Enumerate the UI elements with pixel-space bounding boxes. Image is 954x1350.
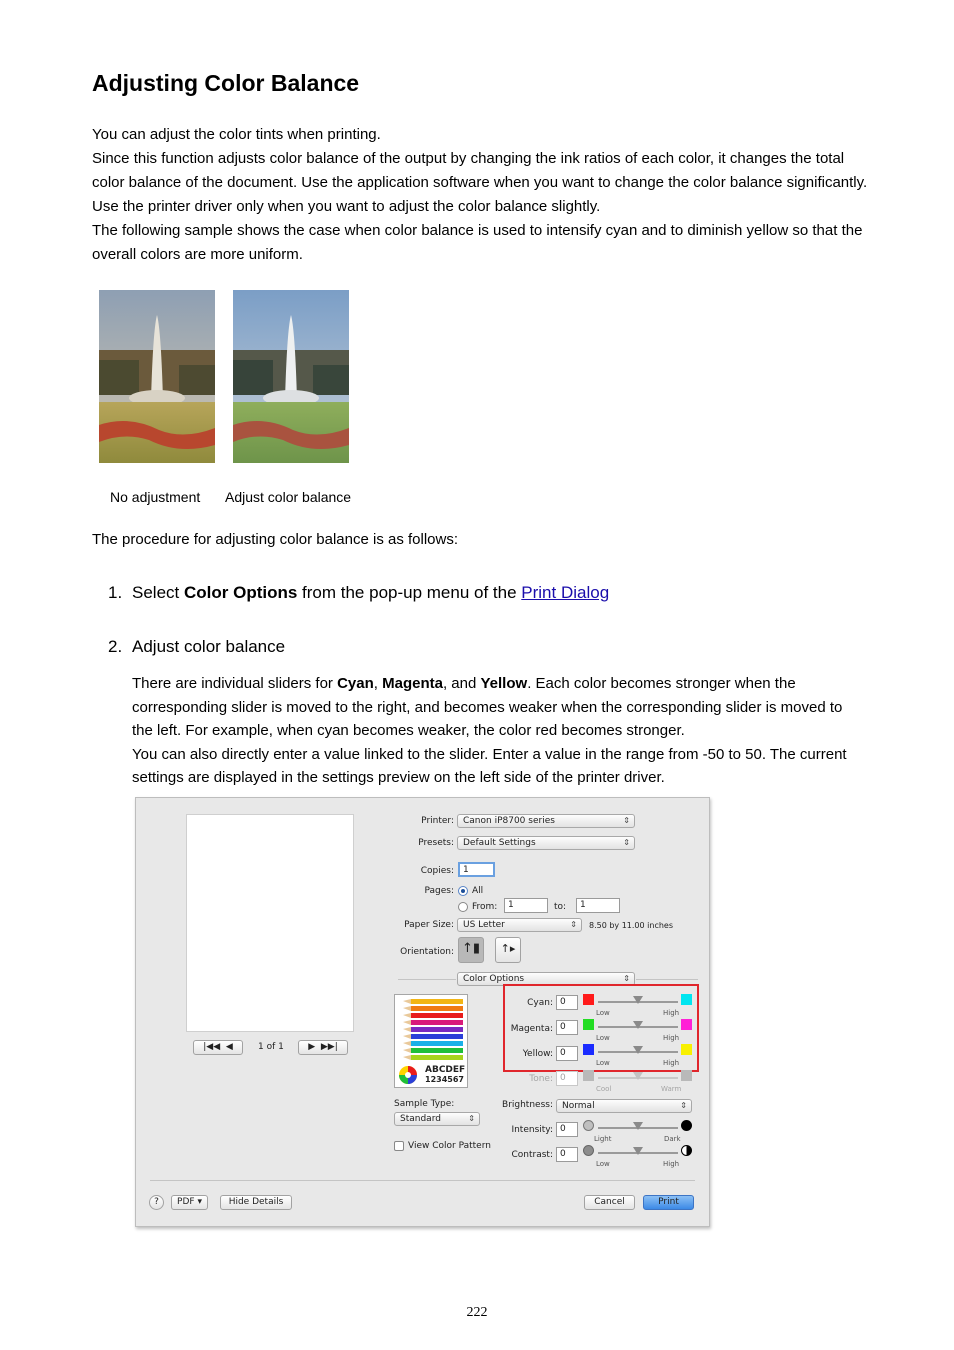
yellow-high-swatch bbox=[681, 1044, 692, 1055]
page-number: 222 bbox=[466, 1305, 488, 1320]
pdf-button[interactable]: PDF ▾ bbox=[171, 1195, 208, 1210]
presets-select[interactable]: Default Settings ⇕ bbox=[457, 836, 635, 850]
contrast-low-icon bbox=[583, 1145, 594, 1156]
tone-input[interactable]: 0 bbox=[556, 1071, 578, 1086]
contrast-label: Contrast: bbox=[511, 1150, 553, 1160]
sample-type-select[interactable]: Standard ⇕ bbox=[394, 1112, 480, 1126]
magenta-input[interactable]: 0 bbox=[556, 1020, 578, 1035]
contrast-high-icon bbox=[681, 1145, 692, 1156]
yellow-label: Yellow: bbox=[522, 1049, 553, 1059]
intensity-dark-label: Dark bbox=[664, 1135, 681, 1143]
cyan-label: Cyan: bbox=[527, 998, 553, 1008]
printer-label: Printer: bbox=[421, 816, 454, 826]
contrast-slider-thumb[interactable] bbox=[633, 1147, 643, 1155]
step-1-bold: Color Options bbox=[183, 583, 298, 602]
pages-all-label: All bbox=[472, 886, 484, 896]
orientation-label: Orientation: bbox=[400, 947, 454, 957]
intensity-slider-thumb[interactable] bbox=[633, 1122, 643, 1130]
procedure-intro: The procedure for adjusting color balance is as follows: bbox=[92, 531, 459, 548]
intro-paragraph-3: The following sample shows the case when color balance is used to intensify cyan and to diminish yellow so that the overall colors are more uniform. bbox=[92, 222, 863, 263]
yellow-slider-thumb[interactable] bbox=[633, 1046, 643, 1054]
intro-line-1: You can adjust the color tints when printing. bbox=[92, 126, 381, 143]
paper-size-select[interactable]: US Letter ⇕ bbox=[457, 918, 582, 932]
magenta-slider-thumb[interactable] bbox=[633, 1021, 643, 1029]
tone-cool-swatch bbox=[583, 1070, 594, 1081]
footer-divider bbox=[150, 1180, 695, 1181]
from-input[interactable]: 1 bbox=[504, 898, 548, 913]
magenta-label: Magenta: bbox=[510, 1024, 553, 1034]
section-divider-left bbox=[398, 979, 456, 980]
settings-preview bbox=[394, 994, 468, 1088]
step-1-text: Select bbox=[132, 583, 184, 602]
page-count: 1 of 1 bbox=[258, 1042, 284, 1052]
pages-from-radio[interactable] bbox=[458, 902, 468, 912]
preview-back-buttons[interactable]: |◀◀ ◀ bbox=[193, 1040, 243, 1055]
view-color-pattern-checkbox[interactable] bbox=[394, 1141, 404, 1151]
print-button[interactable]: Print bbox=[643, 1195, 694, 1210]
from-label: From: bbox=[472, 902, 498, 912]
pages-label: Pages: bbox=[424, 886, 454, 896]
copies-label: Copies: bbox=[420, 866, 454, 876]
cyan-slider-thumb[interactable] bbox=[633, 996, 643, 1004]
step-2-description bbox=[132, 672, 867, 790]
magenta-low-label: Low bbox=[596, 1034, 610, 1042]
caption-no-adjustment: No adjustment bbox=[110, 489, 201, 505]
cyan-input[interactable]: 0 bbox=[556, 995, 578, 1010]
page-title: Adjusting Color Balance bbox=[92, 70, 360, 96]
sample-text-letters: ABCDEF bbox=[425, 1065, 466, 1075]
preview-forward-buttons[interactable]: ▶ ▶▶| bbox=[298, 1040, 348, 1055]
tone-cool-label: Cool bbox=[596, 1085, 612, 1093]
intro-paragraph-2: Since this function adjusts color balance of the output by changing the ink ratios of each color, it changes the total color balance of the document. Use the application software when you want to change the color balance significantly. Use the printer driver only when you want to adjust the color balance slightly. bbox=[92, 150, 868, 215]
contrast-high-label: High bbox=[663, 1160, 680, 1168]
section-select[interactable]: Color Options ⇕ bbox=[457, 972, 635, 986]
step-2-paragraph-2: You can also directly enter a value linked to the slider. Enter a value in the range from -50 to 50. The current settings are displayed in the settings preview on the left side of the printer driver. bbox=[132, 745, 847, 786]
portrait-orientation-button[interactable]: ↑▮ bbox=[458, 937, 484, 963]
cyan-high-swatch bbox=[681, 994, 692, 1005]
presets-label: Presets: bbox=[418, 838, 454, 848]
step-2-title: Adjust color balance bbox=[132, 637, 286, 656]
sample-text-numbers: 1234567 bbox=[425, 1075, 464, 1084]
hide-details-button[interactable]: Hide Details bbox=[220, 1195, 292, 1210]
yellow-input[interactable]: 0 bbox=[556, 1046, 578, 1061]
intro-text bbox=[92, 123, 872, 267]
sample-photo-adjusted bbox=[233, 290, 349, 463]
paper-size-label: Paper Size: bbox=[404, 920, 454, 930]
print-dialog-link[interactable]: Print Dialog bbox=[521, 583, 610, 602]
magenta-high-label: High bbox=[663, 1034, 680, 1042]
copies-input[interactable]: 1 bbox=[458, 862, 495, 877]
yellow-low-label: Low bbox=[596, 1059, 610, 1067]
page-preview bbox=[186, 814, 354, 1032]
step-1 bbox=[108, 583, 609, 603]
help-button[interactable]: ? bbox=[149, 1195, 164, 1210]
intensity-light-icon bbox=[583, 1120, 594, 1131]
brightness-select[interactable]: Normal ⇕ bbox=[556, 1099, 692, 1113]
brightness-label: Brightness: bbox=[502, 1100, 553, 1110]
step-2-number: 2. bbox=[108, 637, 123, 656]
cancel-button[interactable]: Cancel bbox=[584, 1195, 635, 1210]
yellow-low-swatch bbox=[583, 1044, 594, 1055]
step-2 bbox=[108, 637, 285, 657]
to-input[interactable]: 1 bbox=[576, 898, 620, 913]
view-color-pattern-label: View Color Pattern bbox=[408, 1141, 491, 1151]
tone-slider-thumb[interactable] bbox=[633, 1072, 643, 1080]
magenta-low-swatch bbox=[583, 1019, 594, 1030]
sample-photo-no-adjustment bbox=[99, 290, 215, 463]
sample-type-label: Sample Type: bbox=[394, 1099, 455, 1109]
intensity-label: Intensity: bbox=[511, 1125, 553, 1135]
tone-label: Tone: bbox=[529, 1074, 553, 1084]
print-dialog-screenshot bbox=[135, 797, 710, 1227]
step-1-text-2: from the pop-up menu of the bbox=[297, 583, 522, 602]
pages-all-radio[interactable] bbox=[458, 886, 468, 896]
cyan-high-label: High bbox=[663, 1009, 680, 1017]
caption-adjusted: Adjust color balance bbox=[225, 489, 352, 505]
intensity-light-label: Light bbox=[594, 1135, 612, 1143]
section-divider-right bbox=[636, 979, 698, 980]
landscape-orientation-button[interactable]: ↑▸ bbox=[495, 937, 521, 963]
tone-warm-swatch bbox=[681, 1070, 692, 1081]
intensity-input[interactable]: 0 bbox=[556, 1122, 578, 1137]
yellow-high-label: High bbox=[663, 1059, 680, 1067]
step-2-paragraph-1: There are individual sliders for Cyan, Magenta, and Yellow. Each color becomes stronger when the corresponding slider is moved to the right, and becomes weaker when the corresponding slider is moved to the left. For example, when cyan becomes weaker, the color red becomes stronger. bbox=[132, 675, 843, 739]
printer-select[interactable]: Canon iP8700 series ⇕ bbox=[457, 814, 635, 828]
cyan-low-swatch bbox=[583, 994, 594, 1005]
chevron-down-icon: ▾ bbox=[197, 1197, 202, 1207]
to-label: to: bbox=[554, 902, 567, 912]
tone-warm-label: Warm bbox=[661, 1085, 682, 1093]
magenta-high-swatch bbox=[681, 1019, 692, 1030]
contrast-low-label: Low bbox=[596, 1160, 610, 1168]
contrast-input[interactable]: 0 bbox=[556, 1147, 578, 1162]
step-1-number: 1. bbox=[108, 583, 123, 602]
intensity-dark-icon bbox=[681, 1120, 692, 1131]
cyan-low-label: Low bbox=[596, 1009, 610, 1017]
paper-dimensions: 8.50 by 11.00 inches bbox=[589, 921, 674, 930]
